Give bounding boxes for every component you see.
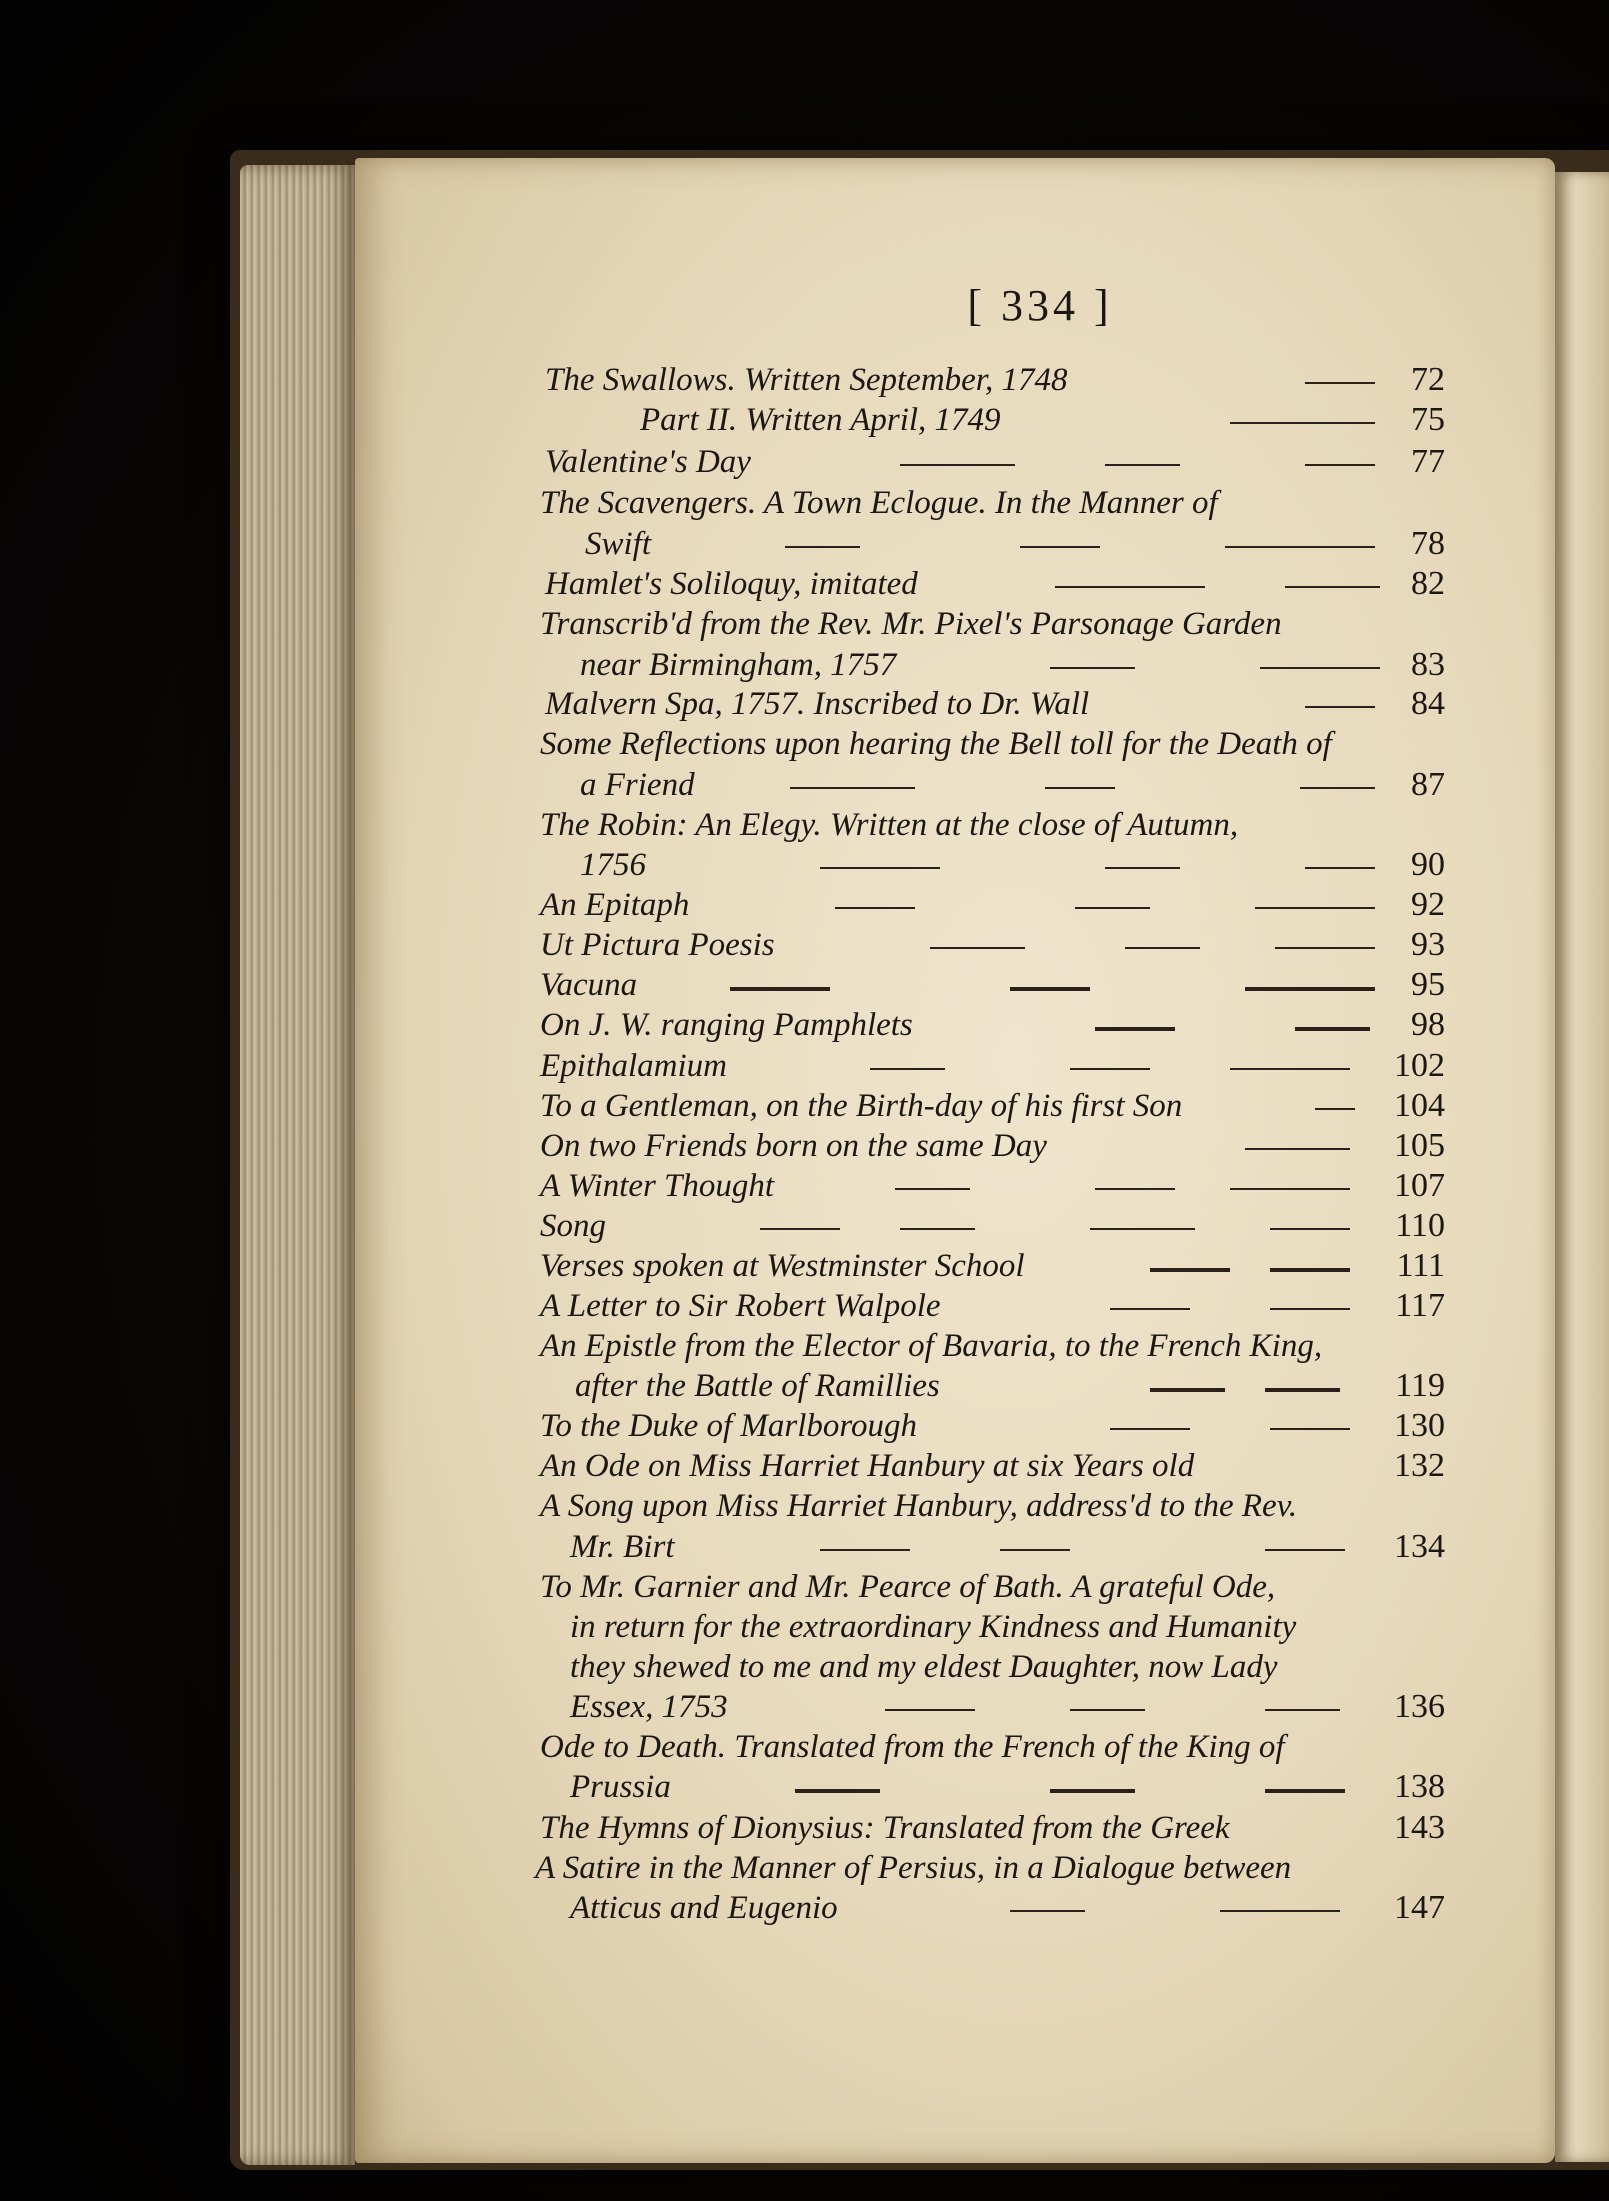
toc-entry-page-number: 130 <box>1394 1407 1445 1444</box>
leader-dash <box>1070 1709 1145 1711</box>
toc-entry-title <box>540 1005 913 1045</box>
entry-title-text: Vacuna <box>540 967 638 1003</box>
entry-title-text: Ode to Death. Translated from the French of the King of <box>540 1729 1285 1765</box>
toc-entry-title <box>545 564 918 604</box>
leader-dash <box>1245 1148 1350 1150</box>
leader-dash <box>1245 987 1375 991</box>
toc-entry-page-number: 92 <box>1411 886 1445 923</box>
entry-title-text: after the Battle of Ramillies <box>575 1368 940 1404</box>
leader-dash <box>1305 867 1375 869</box>
toc-entry-page-number: 87 <box>1411 766 1445 803</box>
leader-dash <box>1055 586 1205 588</box>
toc-entry-page-number: 132 <box>1394 1447 1445 1484</box>
toc-entry-title <box>540 1086 1182 1126</box>
leader-dash <box>900 1228 975 1230</box>
toc-entry-page-number: 147 <box>1394 1889 1445 1926</box>
toc-entry-title <box>540 1246 1025 1286</box>
entry-title-text: Some Reflections upon hearing the Bell toll for the Death of <box>540 726 1332 762</box>
leader-dash <box>1260 667 1380 669</box>
leader-dash <box>1270 1428 1350 1430</box>
toc-entry-title <box>540 885 689 925</box>
leader-dash <box>1270 1268 1350 1272</box>
toc-entry-title <box>540 1486 1297 1526</box>
leader-dash <box>1230 1188 1350 1190</box>
leader-dash <box>1010 987 1090 991</box>
toc-entry-title <box>540 1326 1322 1366</box>
toc-entry-page-number: 117 <box>1395 1287 1445 1324</box>
entry-title-text: in return for the extraordinary Kindness and Humanity <box>570 1609 1297 1645</box>
entry-title-text: On two Friends born on the same Day <box>540 1128 1047 1164</box>
leader-dash <box>785 546 860 548</box>
toc-entry-title <box>540 805 1238 845</box>
leader-dash <box>1095 1027 1175 1031</box>
leader-dash <box>1285 586 1380 588</box>
entry-title-text: The Hymns of Dionysius: Translated from the Greek <box>540 1810 1230 1846</box>
toc-entry-title <box>540 1126 1047 1166</box>
leader-dash <box>1255 907 1375 909</box>
leader-dash <box>895 1188 970 1190</box>
entry-title-text: Mr. Birt <box>570 1529 675 1565</box>
leader-dash <box>1010 1910 1085 1912</box>
leader-dash <box>1075 907 1150 909</box>
leader-dash <box>1305 464 1375 466</box>
toc-entry-title <box>540 1406 917 1446</box>
toc-entry-title <box>570 1888 838 1928</box>
entry-title-text: Valentine's Day <box>545 444 751 480</box>
leader-dash <box>1150 1268 1230 1272</box>
toc-entry-title <box>540 1727 1285 1767</box>
leader-dash <box>1000 1549 1070 1551</box>
toc-entry-page-number: 93 <box>1411 926 1445 963</box>
leader-dash <box>1110 1308 1190 1310</box>
entry-title-text: Song <box>540 1208 606 1244</box>
entry-title-text: An Epitaph <box>540 887 690 923</box>
toc-entry-page-number: 110 <box>1395 1207 1445 1244</box>
leader-dash <box>1295 1027 1370 1031</box>
leader-dash <box>1265 1789 1345 1793</box>
entry-title-text: To the Duke of Marlborough <box>540 1408 918 1444</box>
entry-title-text: A Song upon Miss Harriet Hanbury, address'd to the Rev. <box>540 1488 1298 1524</box>
entry-title-text: A Winter Thought <box>540 1168 775 1204</box>
entry-title-text: near Birmingham, 1757 <box>580 647 897 683</box>
toc-entry-page-number: 138 <box>1394 1768 1445 1805</box>
toc-entry-page-number: 102 <box>1394 1047 1445 1084</box>
entry-title-text: Prussia <box>570 1769 671 1805</box>
leader-dash <box>1045 787 1115 789</box>
leader-dash <box>1265 1388 1340 1392</box>
leader-dash <box>1315 1108 1355 1110</box>
leader-dash <box>1050 667 1135 669</box>
toc-entry-title <box>535 1848 1291 1888</box>
toc-entry-title <box>540 965 637 1005</box>
leader-dash <box>930 947 1025 949</box>
leader-dash <box>1220 1910 1340 1912</box>
entry-title-text: To a Gentleman, on the Birth-day of his first Son <box>540 1088 1183 1124</box>
entry-title-text: Verses spoken at Westminster School <box>540 1248 1025 1284</box>
leader-dash <box>1305 706 1375 708</box>
toc-entry-title <box>570 1647 1278 1687</box>
leader-dash <box>870 1068 945 1070</box>
leader-dash <box>1105 867 1180 869</box>
toc-entry-page-number: 105 <box>1394 1127 1445 1164</box>
leader-dash <box>820 1549 910 1551</box>
toc-entry-page-number: 107 <box>1394 1167 1445 1204</box>
leader-dash <box>1265 1549 1345 1551</box>
toc-entry-title <box>585 524 651 564</box>
entry-title-text: a Friend <box>580 767 695 803</box>
toc-entry-title <box>580 645 896 685</box>
toc-entry-title <box>570 1767 671 1807</box>
toc-entry-title <box>540 1166 774 1206</box>
leader-dash <box>1110 1428 1190 1430</box>
toc-entry-title <box>540 1567 1275 1607</box>
toc-entry-title <box>640 400 1001 440</box>
entry-title-text: The Swallows. Written September, 1748 <box>545 362 1068 398</box>
leader-dash <box>1275 947 1375 949</box>
toc-entry-page-number: 90 <box>1411 846 1445 883</box>
entry-title-text: Malvern Spa, 1757. Inscribed to Dr. Wall <box>545 686 1090 722</box>
toc-entry-title <box>540 1446 1194 1486</box>
toc-entry-page-number: 111 <box>1396 1247 1445 1284</box>
toc-entry-page-number: 95 <box>1411 966 1445 1003</box>
toc-entry-title <box>570 1607 1296 1647</box>
leader-dash <box>1095 1188 1175 1190</box>
toc-entry-title <box>545 360 1068 400</box>
toc-entry-title <box>540 925 775 965</box>
toc-entry-title <box>540 1046 727 1086</box>
toc-entry-page-number: 72 <box>1411 361 1445 398</box>
entry-title-text: Part II. Written April, 1749 <box>640 402 1001 438</box>
entry-title-text: Atticus and Eugenio <box>570 1890 838 1926</box>
leader-dash <box>820 867 940 869</box>
toc-entry-page-number: 143 <box>1394 1809 1445 1846</box>
entry-title-text: they shewed to me and my eldest Daughter, now Lady <box>570 1649 1278 1685</box>
entry-title-text: The Robin: An Elegy. Written at the close of Autumn, <box>540 807 1239 843</box>
leader-dash <box>1270 1228 1350 1230</box>
leader-dash <box>1150 1388 1225 1392</box>
leader-dash <box>1230 1068 1350 1070</box>
leader-dash <box>730 987 830 991</box>
toc-entry-page-number: 83 <box>1411 646 1445 683</box>
leader-dash <box>760 1228 840 1230</box>
toc-entry-title <box>580 845 646 885</box>
entry-title-text: An Epistle from the Elector of Bavaria, to the French King, <box>540 1328 1323 1364</box>
toc-entry-page-number: 104 <box>1394 1087 1445 1124</box>
leader-dash <box>885 1709 975 1711</box>
entry-title-text: Epithalamium <box>540 1048 727 1084</box>
entry-title-text: An Ode on Miss Harriet Hanbury at six Years old <box>540 1448 1195 1484</box>
toc-entry-page-number: 78 <box>1411 525 1445 562</box>
toc-entry-page-number: 82 <box>1411 565 1445 602</box>
leader-dash <box>1125 947 1200 949</box>
leader-dash <box>1090 1228 1195 1230</box>
leader-dash <box>1265 1709 1340 1711</box>
leader-dash <box>1230 422 1375 424</box>
toc-entry-title <box>570 1527 675 1567</box>
toc-entry-title <box>540 1206 606 1246</box>
leader-dash <box>1020 546 1100 548</box>
leader-dash <box>1105 464 1180 466</box>
leader-dash <box>795 1789 880 1793</box>
toc-entry-page-number: 77 <box>1411 443 1445 480</box>
leader-dash <box>1070 1068 1150 1070</box>
toc-entry-page-number: 84 <box>1411 685 1445 722</box>
toc-entry-page-number: 98 <box>1411 1006 1445 1043</box>
leader-dash <box>790 787 915 789</box>
leader-dash <box>1300 787 1375 789</box>
toc-entry-title <box>540 724 1332 764</box>
toc-entry-title <box>540 1808 1230 1848</box>
entry-title-text: Transcrib'd from the Rev. Mr. Pixel's Parsonage Garden <box>540 606 1282 642</box>
leader-dash <box>1305 382 1375 384</box>
entry-title-text: Swift <box>585 526 652 562</box>
entry-title-text: To Mr. Garnier and Mr. Pearce of Bath. A grateful Ode, <box>540 1569 1276 1605</box>
leader-dash <box>1225 546 1375 548</box>
toc-entry-title <box>540 1286 941 1326</box>
toc-entry-title <box>545 684 1089 724</box>
toc-entry-page-number: 119 <box>1395 1367 1445 1404</box>
toc-entry-title <box>570 1687 728 1727</box>
toc-entry-page-number: 75 <box>1411 401 1445 438</box>
entry-title-text: A Satire in the Manner of Persius, in a Dialogue between <box>535 1850 1292 1886</box>
entry-title-text: Hamlet's Soliloquy, imitated <box>545 566 918 602</box>
leader-dash <box>835 907 915 909</box>
toc-entry-title <box>545 442 751 482</box>
page-number: [ 334 ] <box>967 281 1113 330</box>
entry-title-text: The Scavengers. A Town Eclogue. In the Manner of <box>540 485 1218 521</box>
entry-title-text: Ut Pictura Poesis <box>540 927 775 963</box>
entry-title-text: On J. W. ranging Pamphlets <box>540 1007 913 1043</box>
toc-entry-page-number: 134 <box>1394 1528 1445 1565</box>
toc-entry-title <box>540 604 1282 644</box>
entry-title-text: 1756 <box>580 847 646 883</box>
toc-entry-title <box>575 1366 940 1406</box>
entry-title-text: Essex, 1753 <box>570 1689 728 1725</box>
leader-dash <box>1270 1308 1350 1310</box>
leader-dash <box>900 464 1015 466</box>
toc-entry-title <box>580 765 695 805</box>
leader-dash <box>1050 1789 1135 1793</box>
toc-entry-title <box>540 483 1218 523</box>
toc-entry-page-number: 136 <box>1394 1688 1445 1725</box>
entry-title-text: A Letter to Sir Robert Walpole <box>540 1288 941 1324</box>
